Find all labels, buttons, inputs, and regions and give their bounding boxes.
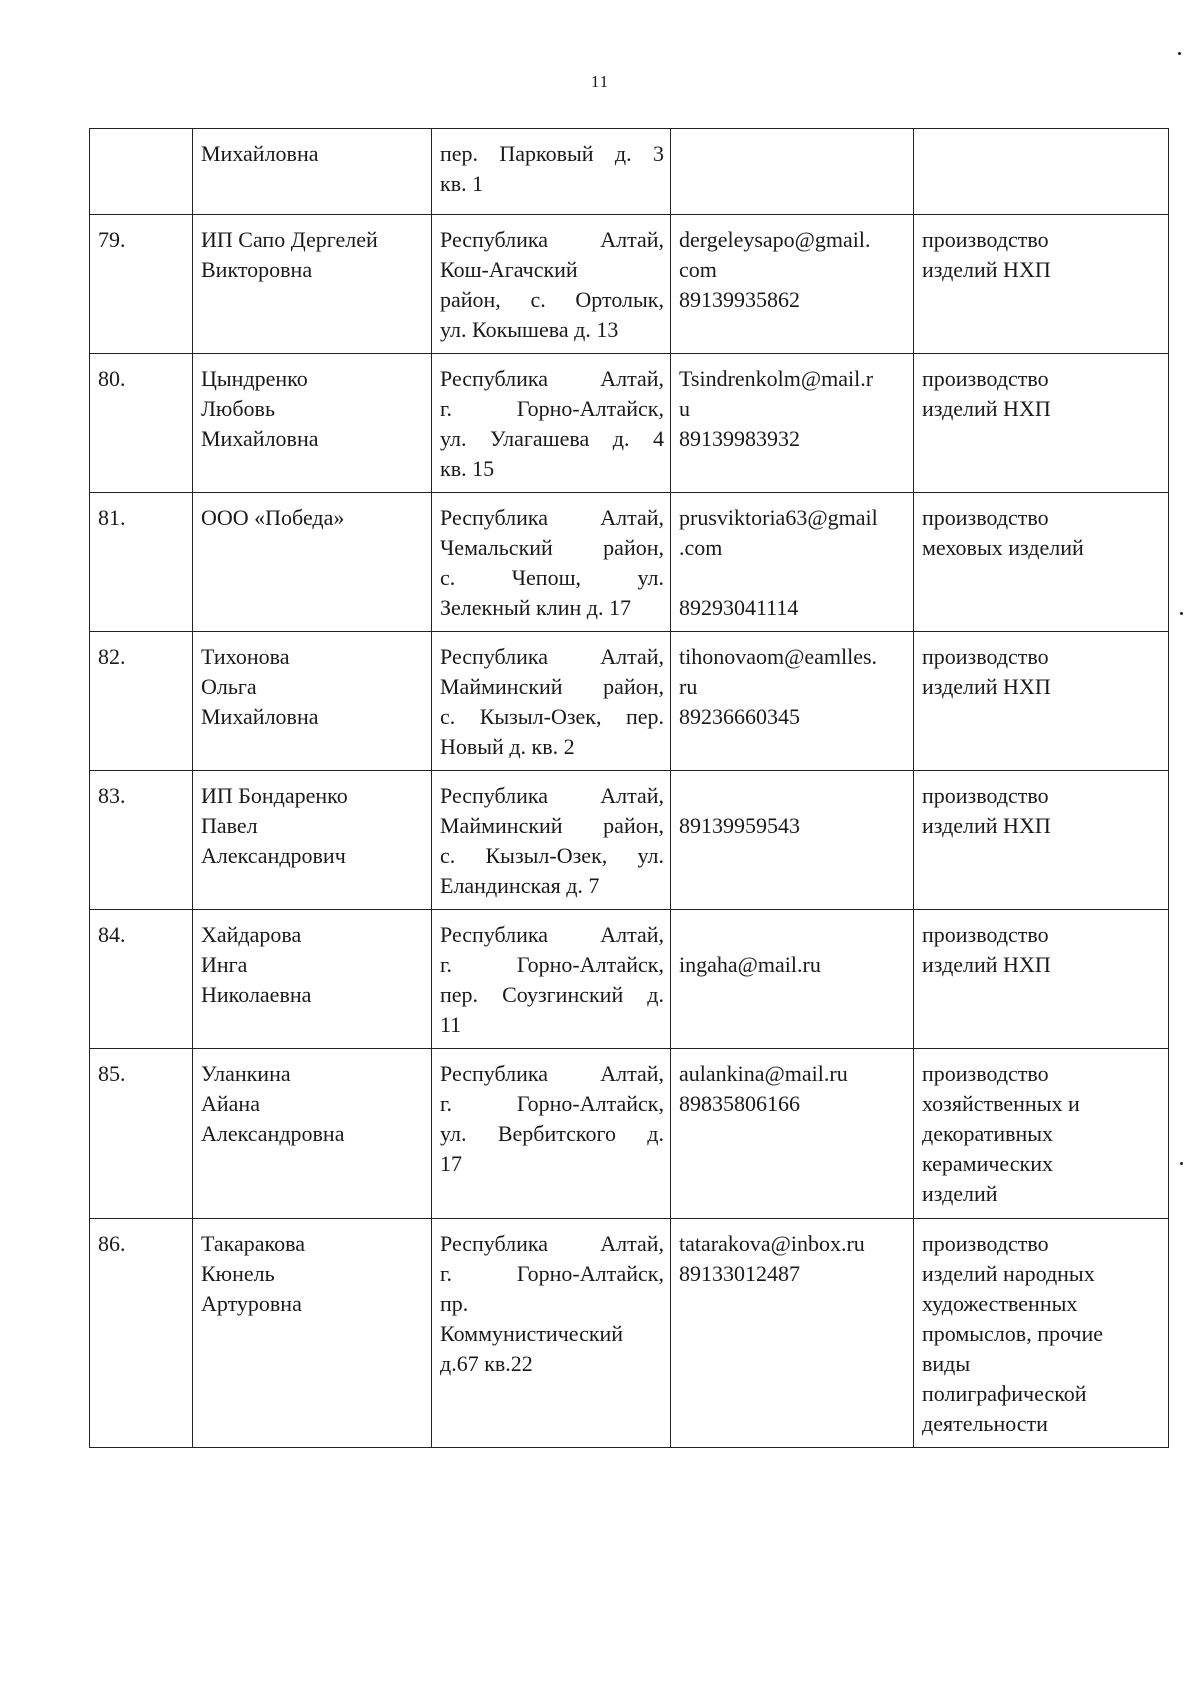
row-number-cell — [90, 129, 193, 215]
name-cell — [193, 771, 432, 910]
activity-cell-line: деятельности — [922, 1411, 1048, 1436]
address-cell-line: Майминский район, — [440, 674, 664, 699]
name-cell-line: Николаевна — [201, 982, 312, 1007]
activity-cell-line: производство — [922, 505, 1049, 530]
name-cell — [193, 1049, 432, 1219]
contact-cell — [671, 215, 914, 354]
activity-cell-line: полиграфической — [922, 1381, 1087, 1406]
activity-cell-line: производство — [922, 922, 1049, 947]
name-cell-line: ИП Бондаренко — [201, 783, 348, 808]
activity-cell — [914, 493, 1169, 632]
contact-cell-line: tihonovaom@eamlles. — [679, 644, 878, 669]
name-cell-line: Александровна — [201, 1121, 345, 1146]
address-cell — [432, 632, 671, 771]
row-number-cell: 85. — [90, 1049, 193, 1219]
row-number-cell: 80. — [90, 354, 193, 493]
contact-cell — [671, 129, 914, 215]
address-cell-line: ул. Кокышева д. 13 — [440, 317, 619, 342]
name-cell-line: Павел — [201, 813, 258, 838]
name-cell — [193, 354, 432, 493]
name-cell-line: Уланкина — [201, 1061, 291, 1086]
activity-cell — [914, 354, 1169, 493]
activity-cell-line: хозяйственных и — [922, 1091, 1080, 1116]
address-cell-line: Республика Алтай, — [440, 505, 664, 530]
activity-cell-line: производство — [922, 366, 1049, 391]
row-number-cell: 83. — [90, 771, 193, 910]
address-cell-line: пр. — [440, 1291, 469, 1316]
address-cell-line: г. Горно-Алтайск, — [440, 952, 664, 977]
address-cell-line: Республика Алтай, — [440, 366, 664, 391]
address-cell-line: Майминский район, — [440, 813, 664, 838]
contact-cell-line: 89835806166 — [679, 1091, 800, 1116]
address-cell — [432, 215, 671, 354]
name-cell — [193, 493, 432, 632]
address-cell-line: Республика Алтай, — [440, 783, 664, 808]
table-row — [90, 1049, 1169, 1219]
address-cell — [432, 771, 671, 910]
table-row — [90, 493, 1169, 632]
name-cell-line: Кюнель — [201, 1261, 275, 1286]
name-cell-line: Ольга — [201, 674, 257, 699]
name-cell — [193, 129, 432, 215]
address-cell — [432, 910, 671, 1049]
name-cell-line: Хайдарова — [201, 922, 302, 947]
activity-cell-line: художественных — [922, 1291, 1078, 1316]
activity-cell — [914, 910, 1169, 1049]
activity-cell-line: изделий НХП — [922, 952, 1051, 977]
row-number-cell: 84. — [90, 910, 193, 1049]
address-cell — [432, 1049, 671, 1219]
address-cell-line: с. Чепош, ул. — [440, 565, 664, 590]
activity-cell — [914, 771, 1169, 910]
activity-cell-line: производство — [922, 1061, 1049, 1086]
address-cell-line: кв. 1 — [440, 171, 484, 196]
activity-cell-line: изделий НХП — [922, 257, 1051, 282]
name-cell-line: Михайловна — [201, 704, 319, 729]
activity-cell-line: производство — [922, 783, 1049, 808]
contact-cell-line: 89139983932 — [679, 426, 800, 451]
name-cell-line: Викторовна — [201, 257, 313, 282]
activity-cell — [914, 1049, 1169, 1219]
address-cell-line: Республика Алтай, — [440, 922, 664, 947]
table-row — [90, 129, 1169, 215]
address-cell-line: Республика Алтай, — [440, 1061, 664, 1086]
row-number-cell: 79. — [90, 215, 193, 354]
page-number: 11 — [590, 72, 610, 91]
activity-cell-line: керамических — [922, 1151, 1053, 1176]
contact-cell-line: 89133012487 — [679, 1261, 800, 1286]
contact-cell-line: 89139959543 — [679, 813, 800, 838]
contact-cell-line: prusviktoria63@gmail — [679, 505, 878, 530]
table-row — [90, 215, 1169, 354]
address-cell-line: район, с. Ортолык, — [440, 287, 664, 312]
activity-cell-line: декоративных — [922, 1121, 1054, 1146]
address-cell-line: пер. Соузгинский д. — [440, 982, 664, 1007]
address-cell-line: ул. Вербитского д. — [440, 1121, 664, 1146]
address-cell-line: Еландинская д. 7 — [440, 873, 600, 898]
activity-cell — [914, 1219, 1169, 1448]
table-row — [90, 771, 1169, 910]
activity-cell-line: меховых изделий — [922, 535, 1084, 560]
table-row — [90, 910, 1169, 1049]
table-row — [90, 1219, 1169, 1448]
contact-cell-line — [679, 563, 907, 593]
contact-cell — [671, 632, 914, 771]
name-cell-line: Айана — [201, 1091, 260, 1116]
activity-cell-line: изделий НХП — [922, 674, 1051, 699]
activity-cell-line: виды — [922, 1351, 971, 1376]
address-cell-line: Республика Алтай, — [440, 1231, 664, 1256]
activity-cell-line: промыслов, прочие — [922, 1321, 1103, 1346]
row-number-cell: 81. — [90, 493, 193, 632]
contact-cell — [671, 771, 914, 910]
address-cell-line: г. Горно-Алтайск, — [440, 396, 664, 421]
address-cell-line: г. Горно-Алтайск, — [440, 1091, 664, 1116]
address-cell-line: Республика Алтай, — [440, 227, 664, 252]
address-cell-line: кв. 15 — [440, 456, 495, 481]
activity-cell-line: изделий народных — [922, 1261, 1095, 1286]
contact-cell-line: u — [679, 396, 690, 421]
contact-cell-line — [679, 920, 907, 950]
contact-cell-line: aulankina@mail.ru — [679, 1061, 848, 1086]
contact-cell — [671, 354, 914, 493]
contact-cell-line: dergeleysapo@gmail. — [679, 227, 871, 252]
name-cell-line: Михайловна — [201, 141, 319, 166]
address-cell — [432, 493, 671, 632]
row-number-cell: 82. — [90, 632, 193, 771]
address-cell — [432, 129, 671, 215]
name-cell-line: Инга — [201, 952, 248, 977]
activity-cell — [914, 632, 1169, 771]
row-number-cell: 86. — [90, 1219, 193, 1448]
contact-cell — [671, 910, 914, 1049]
name-cell — [193, 215, 432, 354]
address-cell-line: г. Горно-Алтайск, — [440, 1261, 664, 1286]
address-cell-line: 11 — [440, 1012, 462, 1037]
address-cell-line: с. Кызыл-Озек, пер. — [440, 704, 664, 729]
address-cell-line: Зелекный клин д. 17 — [440, 595, 631, 620]
activity-cell — [914, 129, 1169, 215]
contact-cell-line: 89236660345 — [679, 704, 800, 729]
address-cell-line: ул. Улагашева д. 4 — [440, 426, 664, 451]
address-cell-line: с. Кызыл-Озек, ул. — [440, 843, 664, 868]
name-cell — [193, 1219, 432, 1448]
activity-cell-line: изделий — [922, 1181, 998, 1206]
name-cell-line: Артуровна — [201, 1291, 302, 1316]
address-cell-line: д.67 кв.22 — [440, 1351, 533, 1376]
address-cell-line: Чемальский район, — [440, 535, 664, 560]
contact-cell-line: com — [679, 257, 717, 282]
contact-cell — [671, 1049, 914, 1219]
table-row — [90, 632, 1169, 771]
name-cell-line: ИП Сапо Дергелей — [201, 227, 378, 252]
name-cell-line: Александрович — [201, 843, 346, 868]
activity-cell — [914, 215, 1169, 354]
table-row — [90, 354, 1169, 493]
name-cell-line: Любовь — [201, 396, 275, 421]
contact-cell-line: 89139935862 — [679, 287, 800, 312]
address-cell-line: 17 — [440, 1151, 462, 1176]
address-cell — [432, 354, 671, 493]
contact-cell — [671, 1219, 914, 1448]
scan-speck-top — [1178, 52, 1181, 55]
activity-cell-line: производство — [922, 1231, 1049, 1256]
registry-table-body — [90, 129, 1169, 1448]
scan-speck-low — [1180, 1162, 1183, 1165]
name-cell-line: ООО «Победа» — [201, 505, 345, 530]
address-cell-line: Новый д. кв. 2 — [440, 734, 575, 759]
name-cell-line: Тихонова — [201, 644, 290, 669]
contact-cell-line: 89293041114 — [679, 595, 799, 620]
name-cell-line: Цындренко — [201, 366, 308, 391]
contact-cell-line: .com — [679, 535, 723, 560]
name-cell-line: Михайловна — [201, 426, 319, 451]
address-cell-line: Коммунистический — [440, 1321, 624, 1346]
activity-cell-line: производство — [922, 644, 1049, 669]
activity-cell-line: изделий НХП — [922, 813, 1051, 838]
activity-cell-line: изделий НХП — [922, 396, 1051, 421]
registry-table — [89, 128, 1169, 1448]
name-cell — [193, 632, 432, 771]
address-cell-line: Кош-Агачский — [440, 257, 578, 282]
scan-speck-mid — [1180, 612, 1183, 615]
contact-cell-line: ingaha@mail.ru — [679, 952, 821, 977]
contact-cell-line — [679, 781, 907, 811]
contact-cell-line: ru — [679, 674, 698, 699]
address-cell-line: пер. Парковый д. 3 — [440, 141, 664, 166]
contact-cell-line: tatarakova@inbox.ru — [679, 1231, 865, 1256]
address-cell — [432, 1219, 671, 1448]
name-cell-line: Такаракова — [201, 1231, 305, 1256]
contact-cell-line: Tsindrenkolm@mail.r — [679, 366, 874, 391]
name-cell — [193, 910, 432, 1049]
activity-cell-line: производство — [922, 227, 1049, 252]
contact-cell — [671, 493, 914, 632]
address-cell-line: Республика Алтай, — [440, 644, 664, 669]
